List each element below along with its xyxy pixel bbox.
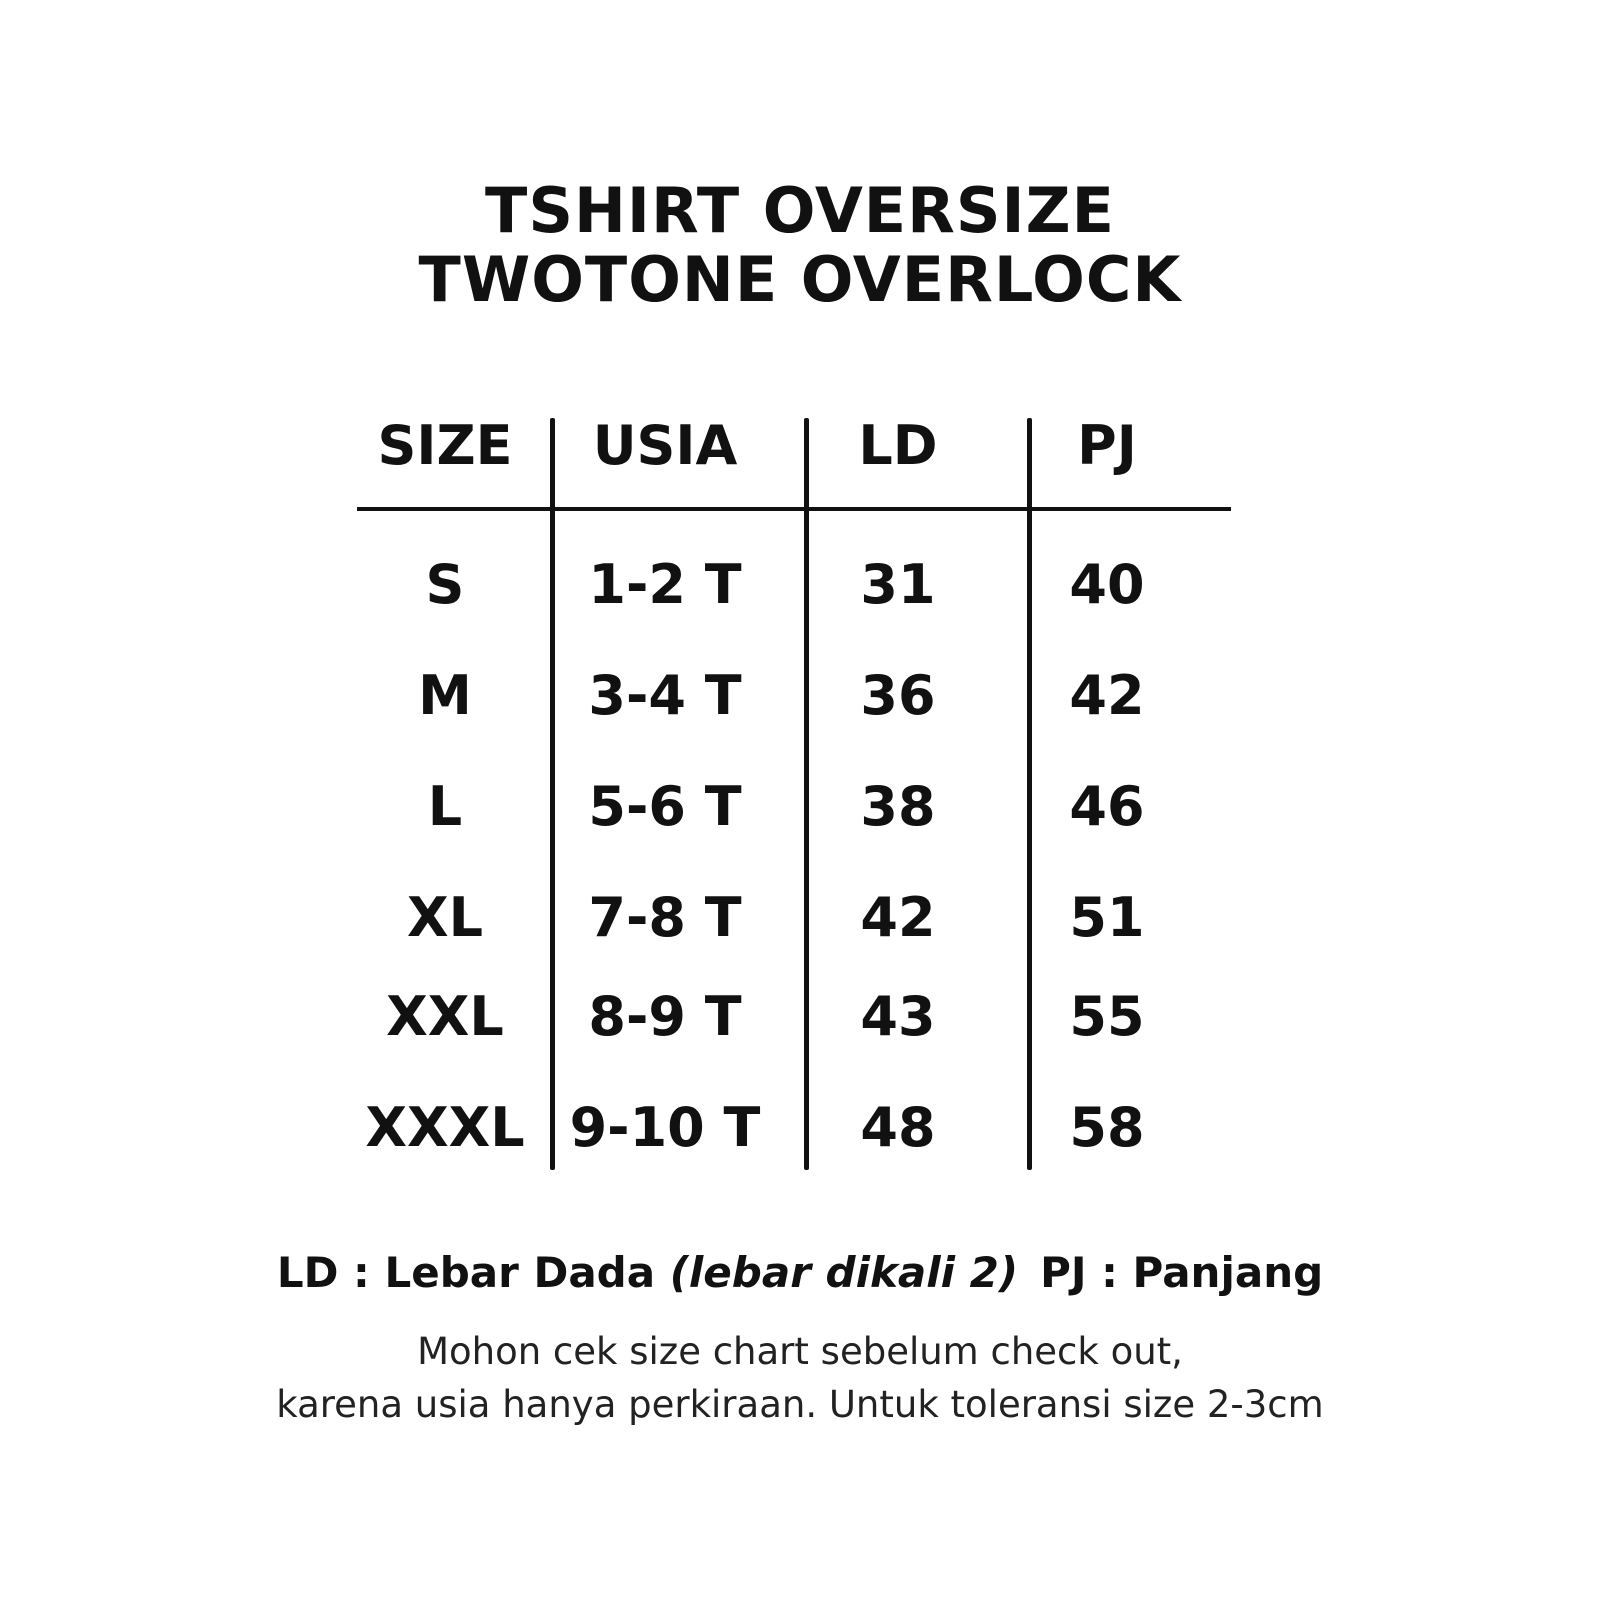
cell-pj: 40 [1069, 553, 1145, 616]
cell-pj: 42 [1069, 664, 1145, 727]
legend-ld: LD : Lebar Dada [276, 1248, 656, 1297]
cell-ld: 43 [860, 985, 936, 1048]
cell-size: XXXL [365, 1096, 525, 1159]
cell-pj: 51 [1069, 886, 1145, 949]
cell-ld: 42 [860, 886, 936, 949]
cell-ld: 38 [860, 775, 936, 838]
header-pj: PJ [1077, 414, 1137, 477]
cell-size: XL [406, 886, 484, 949]
header-ld: LD [858, 414, 938, 477]
cell-ld: 31 [860, 553, 936, 616]
cell-size: L [427, 775, 463, 838]
header-divider [357, 507, 1231, 511]
cell-pj: 58 [1069, 1096, 1145, 1159]
cell-size: XXL [386, 985, 504, 1048]
cell-size: M [418, 664, 472, 727]
cell-usia: 9-10 T [569, 1096, 761, 1159]
legend-ld-note: (lebar dikali 2) [669, 1248, 1019, 1297]
header-size: SIZE [377, 414, 513, 477]
cell-usia: 7-8 T [588, 886, 742, 949]
cell-usia: 3-4 T [588, 664, 742, 727]
page-title-line-2: TWOTONE OVERLOCK [418, 243, 1182, 316]
cell-pj: 55 [1069, 985, 1145, 1048]
cell-usia: 1-2 T [588, 553, 742, 616]
cell-usia: 5-6 T [588, 775, 742, 838]
cell-ld: 48 [860, 1096, 936, 1159]
size-note-line-1: Mohon cek size chart sebelum check out, [417, 1330, 1183, 1373]
legend-pj: PJ : Panjang [1040, 1248, 1324, 1297]
cell-pj: 46 [1069, 775, 1145, 838]
page-title-line-1: TSHIRT OVERSIZE [485, 174, 1115, 247]
cell-ld: 36 [860, 664, 936, 727]
cell-usia: 8-9 T [588, 985, 742, 1048]
size-note-line-2: karena usia hanya perkiraan. Untuk toleransi size 2-3cm [276, 1383, 1324, 1426]
header-usia: USIA [592, 414, 738, 477]
abbreviation-legend [0, 1245, 1600, 1301]
cell-size: S [425, 553, 465, 616]
